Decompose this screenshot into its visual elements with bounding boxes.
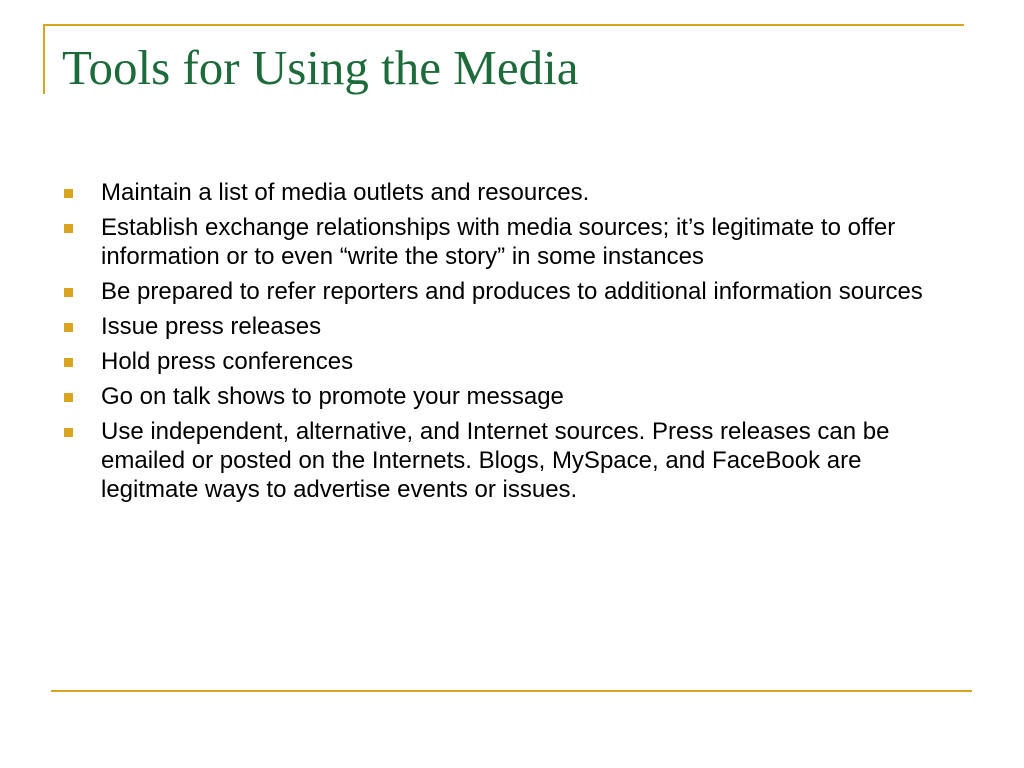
bullet-text: Hold press conferences [101, 348, 354, 375]
square-bullet-icon [64, 224, 73, 233]
bullet-item [64, 178, 964, 207]
bullet-item [64, 277, 964, 306]
frame-top-rule [43, 24, 964, 26]
slide-title: Tools for Using the Media [62, 40, 579, 95]
bullet-item [64, 213, 964, 271]
bullet-text: Maintain a list of media outlets and resources. [101, 179, 590, 206]
bullet-item [64, 417, 964, 504]
frame-left-rule [43, 24, 45, 94]
bullet-text: Establish exchange relationships with media sources; it’s legitimate to offer information or to even “write the story” in some instances [101, 214, 896, 270]
square-bullet-icon [64, 288, 73, 297]
square-bullet-icon [64, 393, 73, 402]
bullet-list [64, 178, 964, 510]
bullet-item [64, 382, 964, 411]
frame-bottom-rule [51, 690, 972, 692]
square-bullet-icon [64, 323, 73, 332]
bullet-text: Go on talk shows to promote your message [101, 383, 564, 410]
bullet-text: Be prepared to refer reporters and produces to additional information sources [101, 278, 923, 305]
bullet-text: Issue press releases [101, 313, 322, 340]
bullet-text: Use independent, alternative, and Internet sources. Press releases can be emailed or posted on the Internets. Blogs, MySpace, and FaceBook are legitmate ways to advertise events or issues. [101, 418, 890, 503]
square-bullet-icon [64, 428, 73, 437]
square-bullet-icon [64, 189, 73, 198]
bullet-item [64, 312, 964, 341]
square-bullet-icon [64, 358, 73, 367]
bullet-item [64, 347, 964, 376]
